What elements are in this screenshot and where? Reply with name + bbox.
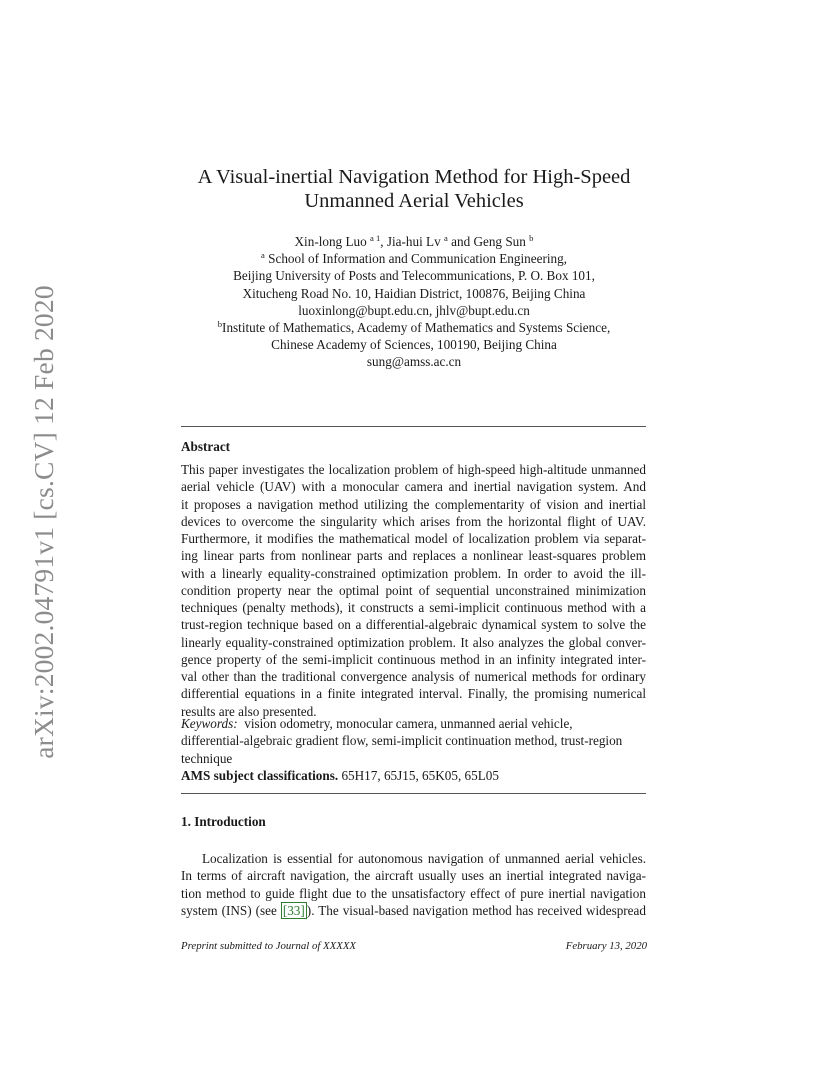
ams-classification: AMS subject classifications. 65H17, 65J15, 65K05, 65L05 <box>181 767 499 783</box>
intro-line: In terms of aircraft navigation, the aircraft usually uses an inertial integrated naviga- <box>181 868 646 884</box>
arxiv-identifier: arXiv:2002.04791v1 [cs.CV] 12 Feb 2020 <box>28 285 59 759</box>
title-line-2: Unmanned Aerial Vehicles <box>304 189 524 212</box>
abstract-line: linearly equality-constrained optimization problem. It also analyzes the global conver- <box>181 634 646 650</box>
affiliation-marker: a <box>444 233 448 243</box>
affiliation-marker: b <box>217 319 223 330</box>
abstract-line: differential equations in a finite integrated interval. Finally, the promising numerical <box>181 686 646 702</box>
keywords-block <box>181 715 646 784</box>
abstract-line: This paper investigates the localization problem of high-speed high-altitude unmanned <box>181 462 646 477</box>
abstract-top-rule <box>181 426 646 427</box>
affiliation-line: Beijing University of Posts and Telecommunications, P. O. Box 101, <box>233 268 595 284</box>
affiliation-line: Xitucheng Road No. 10, Haidian District, 100876, Beijing China <box>242 285 586 301</box>
section-heading-introduction: 1. Introduction <box>181 814 266 829</box>
preprint-note: Preprint submitted to Journal of XXXXX <box>181 940 357 952</box>
keywords-line: differential-algebraic gradient flow, semi-implicit continuation method, trust-region <box>181 733 623 749</box>
abstract-bottom-rule <box>181 793 646 794</box>
author-email: luoxinlong@bupt.edu.cn, jhlv@bupt.edu.cn <box>298 302 530 318</box>
abstract-line: val other than the traditional convergence analysis of numerical methods for ordinary <box>181 669 646 684</box>
intro-line: tion method to guide flight due to the unsatisfactory effect of pure inertial navigation <box>181 885 646 901</box>
intro-line: Localization is essential for autonomous navigation of unmanned aerial vehicles. <box>202 851 646 866</box>
abstract-line: devices to overcome the singularity which arises from the horizontal flight of UAV. <box>181 513 646 529</box>
author-name: Xin-long Luo <box>294 234 370 249</box>
abstract-line: with a linearly equality-constrained optimization problem. In order to avoid the ill- <box>181 565 646 581</box>
abstract-line: aerial vehicle (UAV) with a monocular camera and inertial navigation system. And <box>181 479 646 495</box>
intro-line: system (INS) (see [33] ). The visual-based navigation method has received widespread <box>181 902 646 918</box>
paper-title <box>0 166 828 213</box>
keywords-label: Keywords: <box>181 716 238 731</box>
abstract-line: Furthermore, it modifies the mathematical model of localization problem via separat- <box>181 531 646 546</box>
affiliation-line: $^a$ School of Information and Communication Engineering, <box>261 250 567 267</box>
author-list <box>0 233 828 250</box>
introduction-text <box>181 850 646 919</box>
keywords-line: technique <box>181 750 233 766</box>
abstract-line: trust-region technique based on a differential-algebraic dynamical system to solve the <box>181 617 646 633</box>
affiliation-marker: a <box>261 250 265 261</box>
keywords-line: Keywords: vision odometry, monocular camera, unmanned aerial vehicle, <box>181 716 573 731</box>
abstract-line: condition property near the optimal point of sequential unconstrained minimization <box>181 582 646 598</box>
author-email: sung@amss.ac.cn <box>366 354 462 370</box>
author-name: and Geng Sun <box>447 234 530 249</box>
ams-label: AMS subject classifications. <box>181 767 339 783</box>
abstract-line: it proposes a navigation method utilizing the complementarity of vision and inertial <box>181 496 646 512</box>
author-name: , Jia-hui Lv <box>380 234 444 249</box>
abstract-text <box>181 461 646 720</box>
abstract-line: ing linear parts from nonlinear parts and replaces a nonlinear least-squares problem <box>181 548 646 564</box>
abstract-line: gence property of the semi-implicit continuous method in an infinity integrated inter- <box>181 651 646 667</box>
footer-date: February 13, 2020 <box>565 940 647 952</box>
abstract-line: results are also presented. <box>181 703 317 719</box>
citation-link[interactable]: [33] <box>282 902 305 918</box>
affiliation-line: Chinese Academy of Sciences, 100190, Beijing China <box>271 337 557 353</box>
title-line-1: A Visual-inertial Navigation Method for High-Speed <box>197 166 631 188</box>
affiliation-marker: b <box>529 233 534 243</box>
affiliation-line: $^b$Institute of Mathematics, Academy of Mathematics and Systems Science, <box>217 319 611 336</box>
author-block <box>0 233 828 371</box>
affiliation-marker: a 1 <box>370 233 381 243</box>
abstract-line: techniques (penalty methods), it constructs a semi-implicit continuous method with a <box>181 600 646 615</box>
abstract-heading: Abstract <box>181 439 231 454</box>
